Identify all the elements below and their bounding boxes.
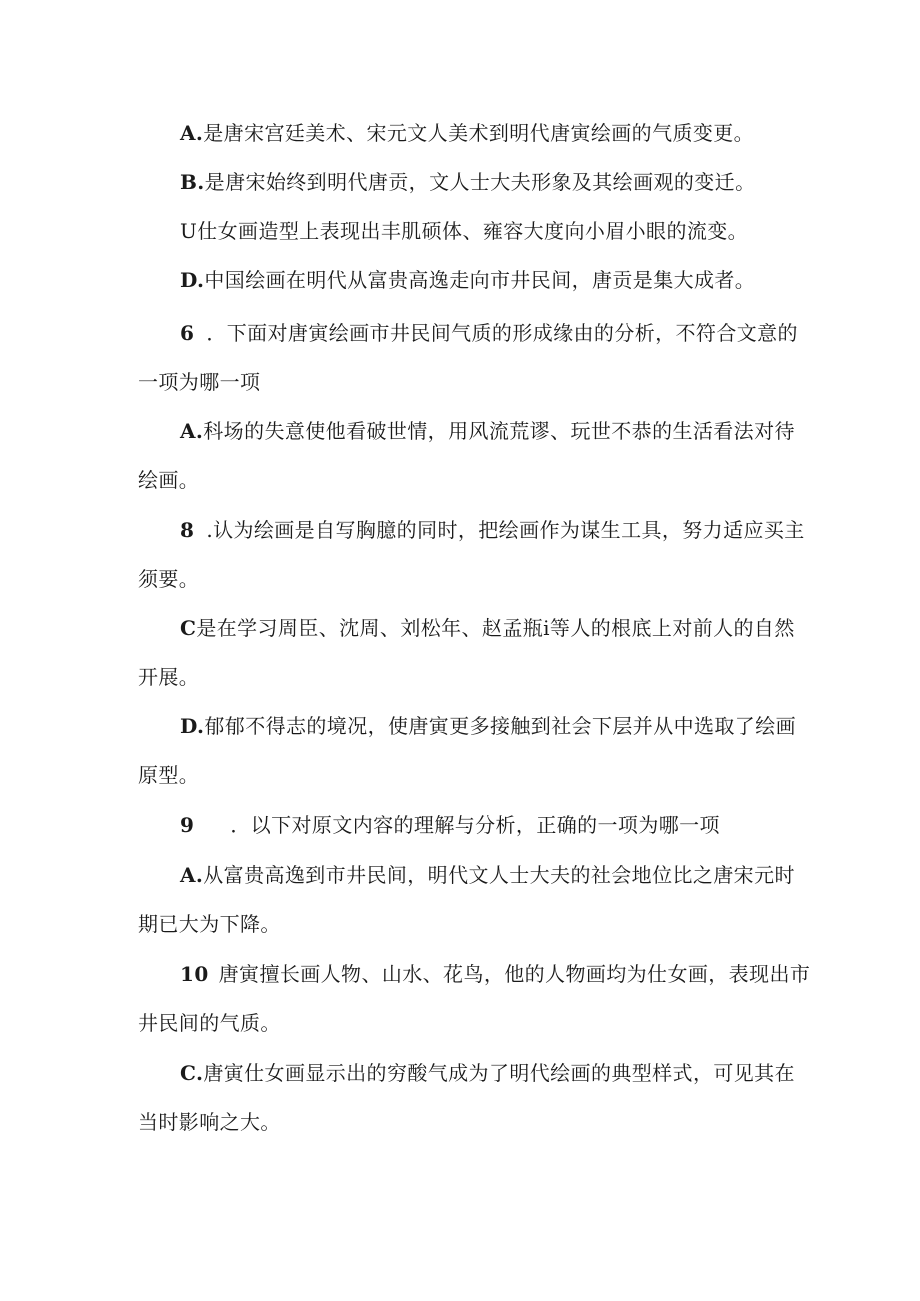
question-9-option-a	[138, 851, 795, 949]
paragraph-text: 科场的失意使他看破世情，用风流荒谬、玩世不恭的生活看法对待	[203, 419, 795, 443]
option-label: C.	[180, 1061, 204, 1085]
question-6-option-d	[138, 702, 797, 800]
option-d-paragraph	[138, 256, 786, 305]
paragraph-text: 是唐宋宫廷美术、宋元文人美术到明代唐寅绘画的气质变更。	[203, 121, 755, 145]
question-9-option-c	[138, 1049, 795, 1147]
option-label: A.	[180, 419, 204, 443]
paragraph-text: ．下面对唐寅绘画市井民间气质的形成缘由的分析，不符合文意的	[206, 321, 798, 345]
paragraph-text: 是唐宋始终到明代唐贡，文人士大夫形象及其绘画观的变迁。	[204, 170, 756, 194]
question-number: 9	[180, 813, 195, 837]
question-number: 10	[180, 962, 209, 986]
option-label: A.	[180, 121, 204, 145]
paragraph-text: 中国绘画在明代从富贵高逸走向市井民间，唐贡是集大成者。	[204, 268, 756, 292]
option-c-paragraph	[138, 207, 786, 256]
paragraph-text: 原型。	[138, 763, 200, 787]
question-6-paragraph	[138, 309, 798, 407]
question-6-option-b	[138, 506, 805, 604]
option-label: D.	[180, 268, 205, 292]
paragraph-text: 当时影响之大。	[138, 1110, 281, 1134]
question-number: 6	[180, 321, 195, 345]
paragraph-text: 从富贵高逸到市井民间，明代文人士大夫的社会地位比之唐宋元时	[203, 863, 795, 887]
paragraph-text: 郁郁不得志的境况，使唐寅更多接触到社会下层并从中选取了绘画	[204, 714, 797, 738]
paragraph-text: 井民间的气质。	[138, 1011, 281, 1035]
paragraph-text: 须要。	[138, 567, 200, 591]
paragraph-text: ．以下对原文内容的理解与分析，正确的一项为哪一项	[230, 813, 720, 837]
question-9-option-b	[138, 950, 811, 1048]
question-6-option-a	[138, 407, 795, 505]
paragraph-text: 期已大为下降。	[138, 912, 281, 936]
option-b-paragraph	[138, 158, 786, 207]
paragraph-text: 唐寅仕女画显示出的穷酸气成为了明代绘画的典型样式，可见其在	[203, 1061, 795, 1085]
paragraph-text: 一项为哪一项	[138, 370, 261, 394]
question-6-option-c	[138, 604, 795, 702]
option-label: B.	[180, 170, 205, 194]
paragraph-text: .认为绘画是自写胸臆的同时，把绘画作为谋生工具，努力适应买主	[206, 518, 805, 542]
question-number: 8	[180, 518, 195, 542]
paragraph-text: 是在学习周臣、沈周、刘松年、赵孟瓶i等人的根底上对前人的自然	[196, 616, 795, 640]
paragraph-text: 唐寅擅长画人物、山水、花鸟，他的人物画均为仕女画，表现出市	[218, 962, 811, 986]
option-label: D.	[180, 714, 205, 738]
paragraph-text: U仕女画造型上表现出丰肌硕体、雍容大度向小眉小眼的流变。	[180, 219, 749, 243]
option-label: C	[180, 616, 197, 640]
option-a-paragraph	[138, 109, 786, 158]
question-9-paragraph	[138, 801, 786, 850]
paragraph-text: 开展。	[138, 665, 200, 689]
paragraph-text: 绘画。	[138, 468, 200, 492]
option-label: A.	[180, 863, 204, 887]
